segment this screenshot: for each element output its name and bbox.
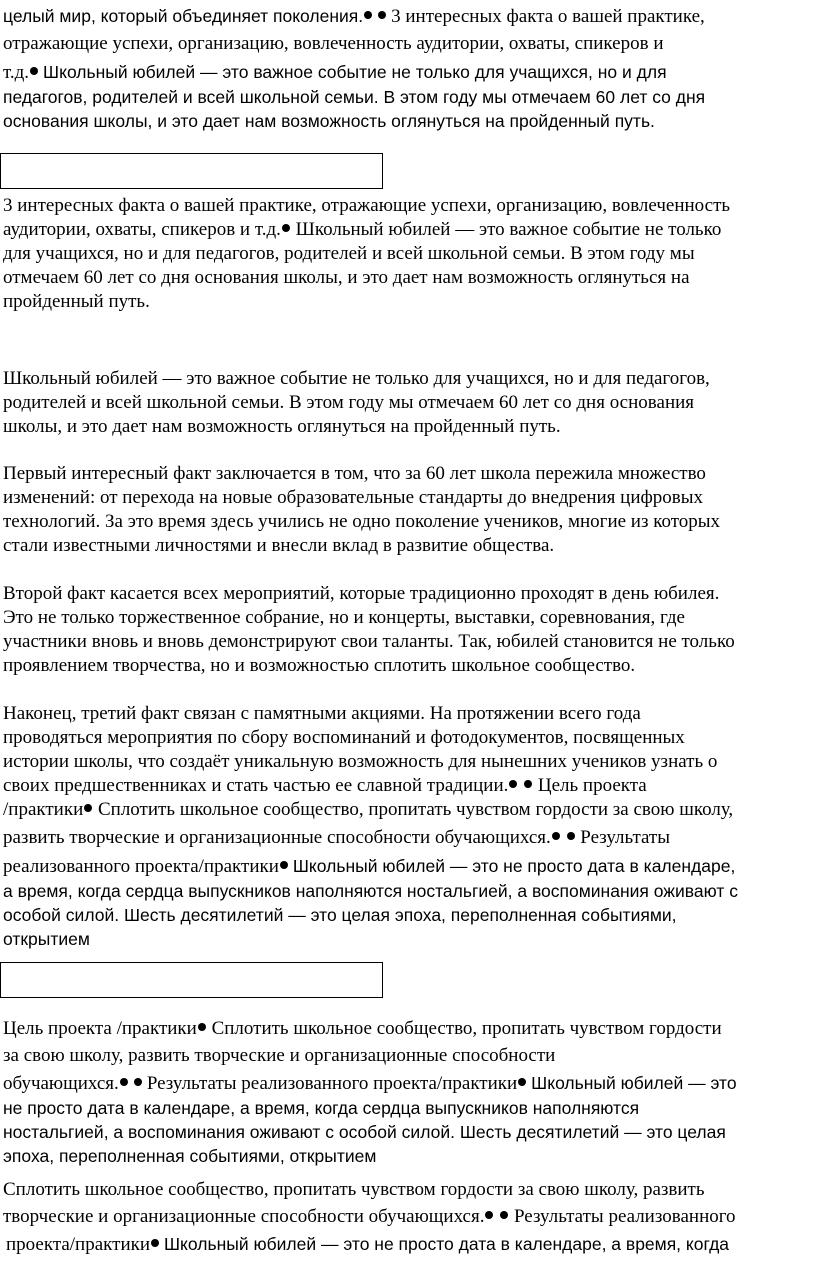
fact-three-paragraph — [3, 702, 815, 951]
final-line-2 — [3, 1205, 815, 1232]
jubilee-line-1: Школьный юбилей — это важное событие не только для учащихся, но и для педагогов, — [3, 368, 710, 389]
goal-section — [3, 1017, 815, 1168]
final-line-2-tail: Результаты реализованного — [513, 1206, 736, 1227]
facts-section — [3, 194, 815, 314]
fact-two-line-3: участники вновь и вновь демонстрируют свои таланты. Так, юбилей становится не только — [3, 631, 735, 652]
goal-line-3-mid: Результаты реализованного проекта/практики — [146, 1073, 518, 1094]
facts-line-2 — [3, 218, 815, 242]
intro-line-3-tail: Школьный юбилей — это важное событие не только для учащихся, но и для — [43, 62, 667, 82]
jubilee-paragraph — [3, 367, 815, 439]
intro-line-2: отражающие успехи, организацию, вовлеченность аудитории, охваты, спикеров и — [3, 33, 664, 54]
bullet-icon — [280, 861, 288, 869]
fact-three-line-4-head: своих предшественниках и стать частью ее славной традиции. — [3, 775, 509, 796]
bullet-icon — [282, 224, 290, 232]
facts-line-2-head: аудитории, охваты, спикеров и т.д. — [3, 219, 281, 240]
bullet-icon — [378, 11, 386, 19]
final-line-3 — [3, 1232, 815, 1257]
goal-line-6: эпоха, переполненная событиями, открытием — [3, 1146, 377, 1166]
fact-three-line-4 — [3, 774, 815, 798]
goal-line-4: не просто дата в календаре, а время, когда сердца выпускников наполняются — [3, 1098, 640, 1118]
bullet-icon — [524, 780, 532, 788]
fact-three-line-4-tail: Цель проекта — [537, 775, 647, 796]
bullet-icon — [364, 11, 372, 19]
fact-one-line-4: стали известными личностями и внесли вклад в развитие общества. — [3, 535, 555, 556]
bullet-icon — [120, 1078, 128, 1086]
fact-three-line-6 — [3, 826, 815, 854]
final-line-3-head: проекта/практики — [6, 1234, 151, 1255]
final-line-3-tail: Школьный юбилей — это не просто дата в календаре, а время, когда — [164, 1234, 730, 1254]
fact-three-line-3: истории школы, что создаёт уникальную возможность для нынешних учеников узнать о — [3, 751, 718, 772]
facts-line-2-tail: Школьный юбилей — это важное событие не только — [295, 219, 722, 240]
fact-three-line-5-head: /практики — [3, 799, 84, 820]
bullet-icon — [500, 1211, 508, 1219]
intro-line-5: основания школы, и это дает нам возможность оглянуться на пройденный путь. — [3, 111, 655, 131]
facts-line-5: пройденный путь. — [3, 291, 150, 312]
empty-frame-2 — [0, 962, 383, 998]
fact-three-line-7-head: реализованного проекта/практики — [3, 856, 279, 877]
bullet-icon — [567, 832, 575, 840]
goal-line-2: за свою школу, развить творческие и организационные способности — [3, 1045, 556, 1066]
goal-line-5: ностальгией, а воспоминания оживают с особой силой. Шесть десятилетий — это целая — [3, 1122, 726, 1142]
fact-one-line-2: изменений: от перехода на новые образовательные стандарты до внедрения цифровых — [3, 487, 704, 508]
fact-one-paragraph — [3, 462, 815, 558]
fact-three-line-7 — [3, 854, 815, 879]
bullet-icon — [552, 832, 560, 840]
intro-line-1-tail: 3 интересных факта о вашей практике, — [391, 6, 705, 27]
bullet-icon — [151, 1239, 159, 1247]
fact-three-line-2: проводяться мероприятия по сбору воспоминаний и фотодокументов, посвященных — [3, 727, 685, 748]
fact-one-line-3: технологий. За это время здесь учились не одно поколение учеников, многие из которых — [3, 511, 721, 532]
empty-frame-1 — [0, 153, 383, 189]
fact-three-line-6-head: развить творческие и организационные способности обучающихся. — [3, 827, 551, 848]
goal-line-1-head: Цель проекта /практики — [3, 1018, 197, 1039]
fact-two-line-1: Второй факт касается всех мероприятий, которые традиционно проходят в день юбилея. — [3, 583, 720, 604]
facts-line-4: отмечаем 60 лет со дня основания школы, и это дает нам возможность оглянуться на — [3, 267, 690, 288]
bullet-icon — [518, 1078, 526, 1086]
bullet-icon — [198, 1023, 206, 1031]
jubilee-line-3: школы, и это дает нам возможность оглянуться на пройденный путь. — [3, 416, 561, 437]
bullet-icon — [84, 804, 92, 812]
final-section — [3, 1178, 815, 1257]
facts-line-3: для учащихся, но и для педагогов, родителей и всей школьной семьи. В этом году мы — [3, 243, 695, 264]
fact-two-line-4: проявлением творчества, но и возможностью сплотить школьное сообщество. — [3, 655, 636, 676]
fact-three-line-5-tail: Сплотить школьное сообщество, пропитать чувством гордости за свою школу, — [97, 799, 734, 820]
facts-line-1: 3 интересных факта о вашей практике, отражающие успехи, организацию, вовлеченность — [3, 195, 731, 216]
fact-three-line-10: открытием — [3, 929, 90, 949]
fact-three-line-9: особой силой. Шесть десятилетий — это целая эпоха, переполненная событиями, — [3, 905, 677, 925]
fact-three-line-5 — [3, 798, 815, 826]
final-line-1: Сплотить школьное сообщество, пропитать чувством гордости за свою школу, развить — [3, 1179, 705, 1200]
intro-line-1-text: целый мир, который объединяет поколения. — [3, 6, 364, 26]
goal-line-3-tail: Школьный юбилей — это — [531, 1073, 737, 1093]
jubilee-line-2: родителей и всей школьной семьи. В этом году мы отмечаем 60 лет со дня основания — [3, 392, 695, 413]
bullet-icon — [485, 1211, 493, 1219]
goal-line-3 — [3, 1071, 815, 1096]
fact-three-line-1: Наконец, третий факт связан с памятными акциями. На протяжении всего года — [3, 703, 641, 724]
bullet-icon — [134, 1078, 142, 1086]
fact-two-paragraph — [3, 582, 815, 678]
final-line-2-head: творческие и организационные способности обучающихся. — [3, 1206, 485, 1227]
intro-block — [3, 4, 815, 133]
bullet-icon — [509, 780, 517, 788]
goal-line-3-head: обучающихся. — [3, 1073, 119, 1094]
intro-line-3-head: т.д. — [3, 62, 30, 83]
fact-one-line-1: Первый интересный факт заключается в том, что за 60 лет школа пережила множество — [3, 463, 706, 484]
fact-three-line-7-tail: Школьный юбилей — это не просто дата в календаре, — [292, 856, 736, 876]
fact-three-line-6-tail: Результаты — [580, 827, 670, 848]
fact-two-line-2: Это не только торжественное собрание, но и концерты, выставки, соревнования, где — [3, 607, 685, 628]
goal-line-1 — [3, 1017, 815, 1044]
bullet-icon — [30, 67, 38, 75]
intro-line-4: педагогов, родителей и всей школьной семьи. В этом году мы отмечаем 60 лет со дня — [3, 87, 706, 107]
intro-line-1 — [3, 4, 815, 32]
fact-three-line-8: а время, когда сердца выпускников наполняются ностальгией, а воспоминания оживают с — [3, 881, 738, 901]
goal-line-1-tail: Сплотить школьное сообщество, пропитать чувством гордости — [211, 1018, 722, 1039]
intro-line-3 — [3, 60, 815, 85]
